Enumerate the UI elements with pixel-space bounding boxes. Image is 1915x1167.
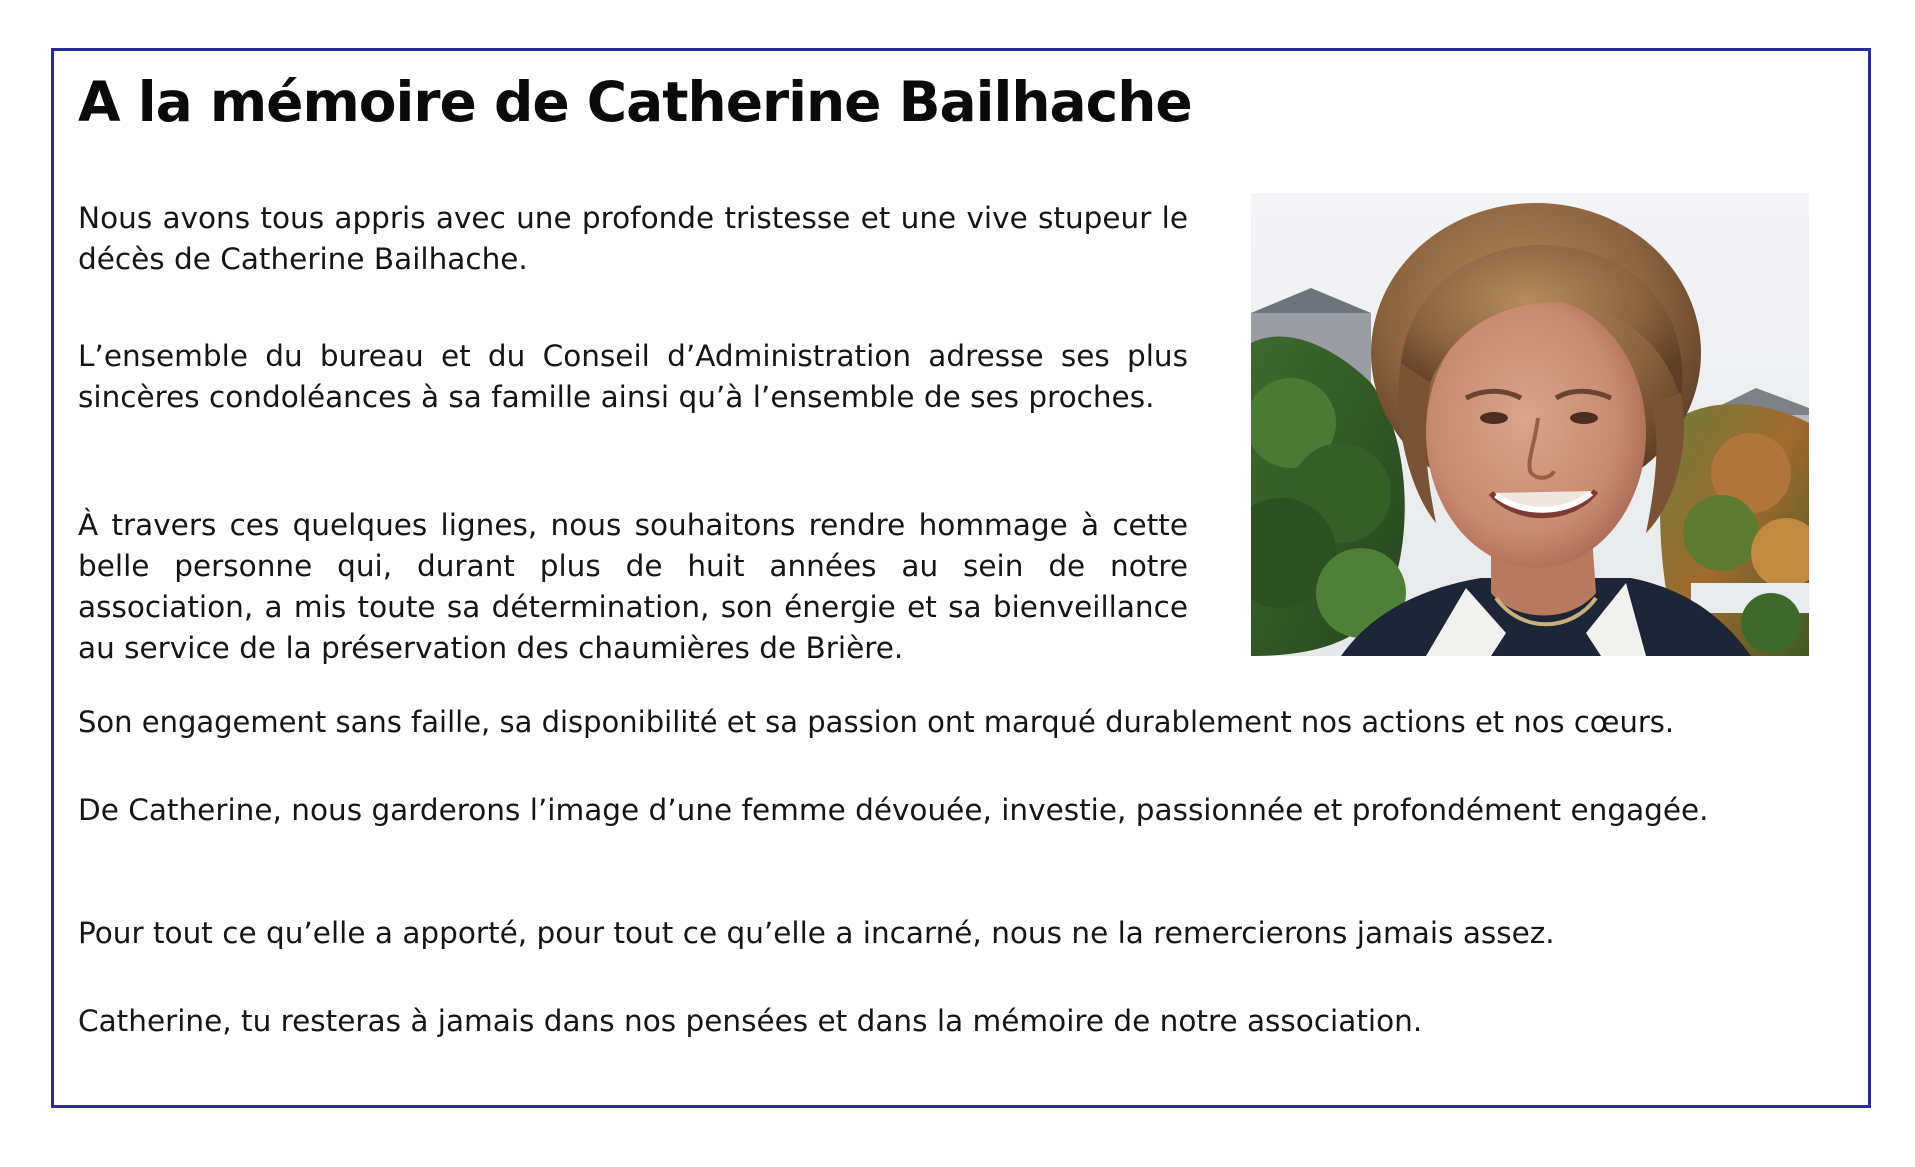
paragraph-tribute: À travers ces quelques lignes, nous souhaitons rendre hommage à cette belle personne qui, durant plus de huit années au sein de notre association, a mis toute sa détermination, son énergie et sa bienveillance au service de la préservation des chaumières de Brière. (78, 508, 1188, 665)
portrait-illustration (1251, 193, 1809, 656)
paragraph-condolences: L’ensemble du bureau et du Conseil d’Administration adresse ses plus sincères condoléances à sa famille ainsi qu’à l’ensemble de ses proches. (78, 339, 1188, 414)
paragraph-gratitude: Pour tout ce qu’elle a apporté, pour tout ce qu’elle a incarné, nous ne la remercierons jamais assez. (78, 916, 1555, 950)
paragraph-announcement: Nous avons tous appris avec une profonde tristesse et une vive stupeur le décès de Catherine Bailhache. (78, 201, 1188, 276)
portrait-photo (1251, 193, 1809, 656)
paragraph-remembrance: De Catherine, nous garderons l’image d’une femme dévouée, investie, passionnée et profondément engagée. (78, 793, 1709, 827)
paragraph-engagement: Son engagement sans faille, sa disponibilité et sa passion ont marqué durablement nos actions et nos cœurs. (78, 705, 1675, 739)
paragraph-farewell: Catherine, tu resteras à jamais dans nos pensées et dans la mémoire de notre association. (78, 1004, 1423, 1038)
page-title: A la mémoire de Catherine Bailhache (78, 70, 1192, 134)
